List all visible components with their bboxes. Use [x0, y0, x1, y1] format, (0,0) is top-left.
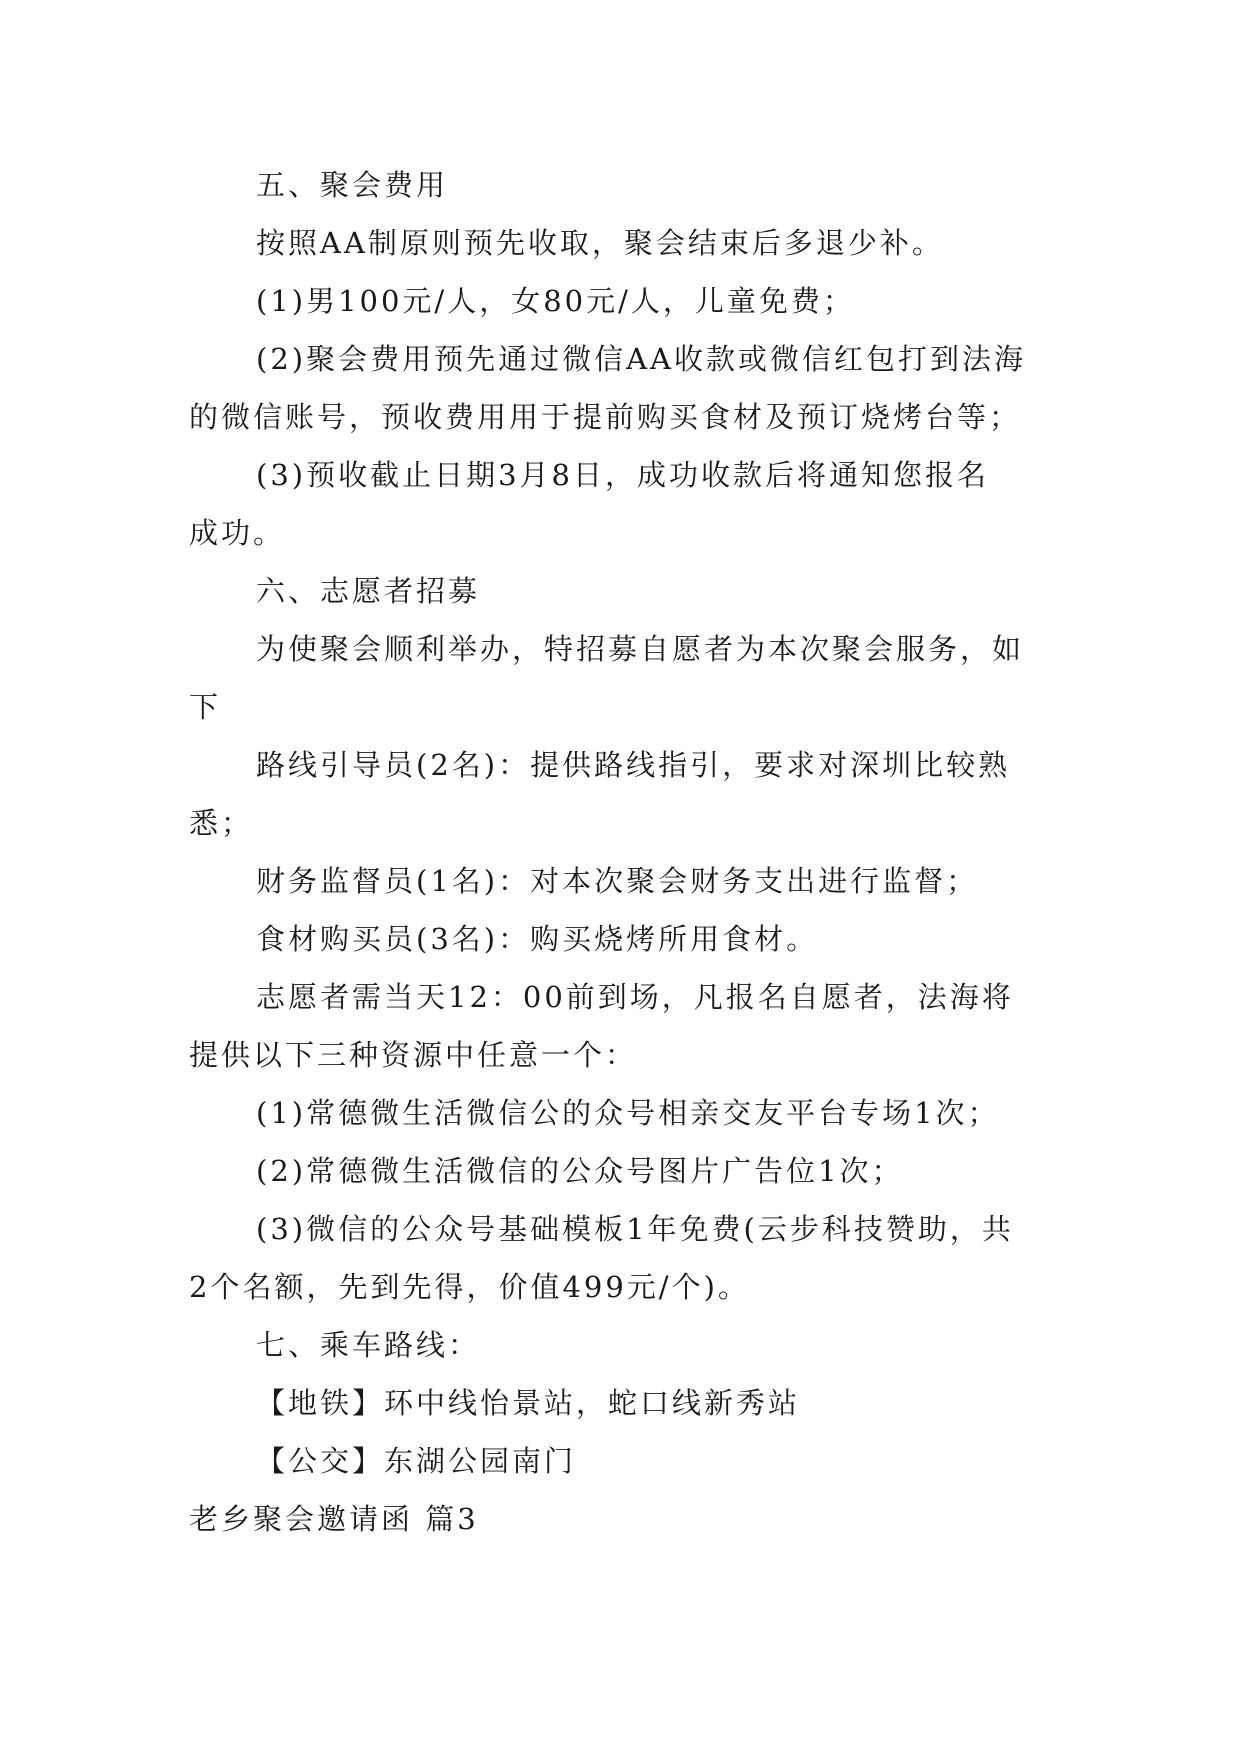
paragraph-line: (2)常德微生活微信的公众号图片广告位1次；: [256, 1154, 904, 1188]
paragraph-line: 路线引导员(2名)：提供路线指引，要求对深圳比较熟: [256, 748, 1011, 782]
paragraph-line: (1)男100元/人，女80元/人，儿童免费；: [256, 284, 855, 318]
paragraph-line: 财务监督员(1名)：对本次聚会财务支出进行监督；: [256, 864, 979, 898]
paragraph-line: 志愿者需当天12：00前到场，凡报名自愿者，法海将: [256, 980, 1014, 1014]
section-heading-volunteer: 六、志愿者招募: [256, 574, 481, 608]
paragraph-line: 为使聚会顺利举办，特招募自愿者为本次聚会服务，如: [256, 632, 1025, 666]
paragraph-line: (2)聚会费用预先通过微信AA收款或微信红包打到法海: [256, 342, 1026, 376]
paragraph-line: 悉；: [189, 806, 254, 840]
paragraph-line: 【公交】东湖公园南门: [256, 1444, 577, 1478]
paragraph-line: 提供以下三种资源中任意一个：: [189, 1038, 638, 1072]
paragraph-line: 食材购买员(3名)：购买烧烤所用食材。: [256, 922, 819, 956]
paragraph-line: (3)微信的公众号基础模板1年免费(云步科技赞助，共: [256, 1212, 1014, 1246]
section-heading-route: 七、乘车路线：: [256, 1328, 481, 1362]
paragraph-line: 2个名额，先到先得，价值499元/个)。: [189, 1270, 750, 1304]
paragraph-line: 的微信账号，预收费用用于提前购买食材及预订烧烤台等；: [189, 400, 1022, 434]
paragraph-line: (3)预收截止日期3月8日，成功收款后将通知您报名: [256, 458, 989, 492]
paragraph-line: 下: [189, 690, 222, 724]
paragraph-line: 按照AA制原则预先收取，聚会结束后多退少补。: [256, 226, 944, 260]
paragraph-line: (1)常德微生活微信公的众号相亲交友平台专场1次；: [256, 1096, 1000, 1130]
section-heading-fee: 五、聚会费用: [256, 168, 449, 202]
paragraph-line: 成功。: [189, 516, 286, 550]
paragraph-line: 【地铁】环中线怡景站，蛇口线新秀站: [256, 1386, 801, 1420]
document-title: 老乡聚会邀请函 篇3: [189, 1502, 479, 1536]
